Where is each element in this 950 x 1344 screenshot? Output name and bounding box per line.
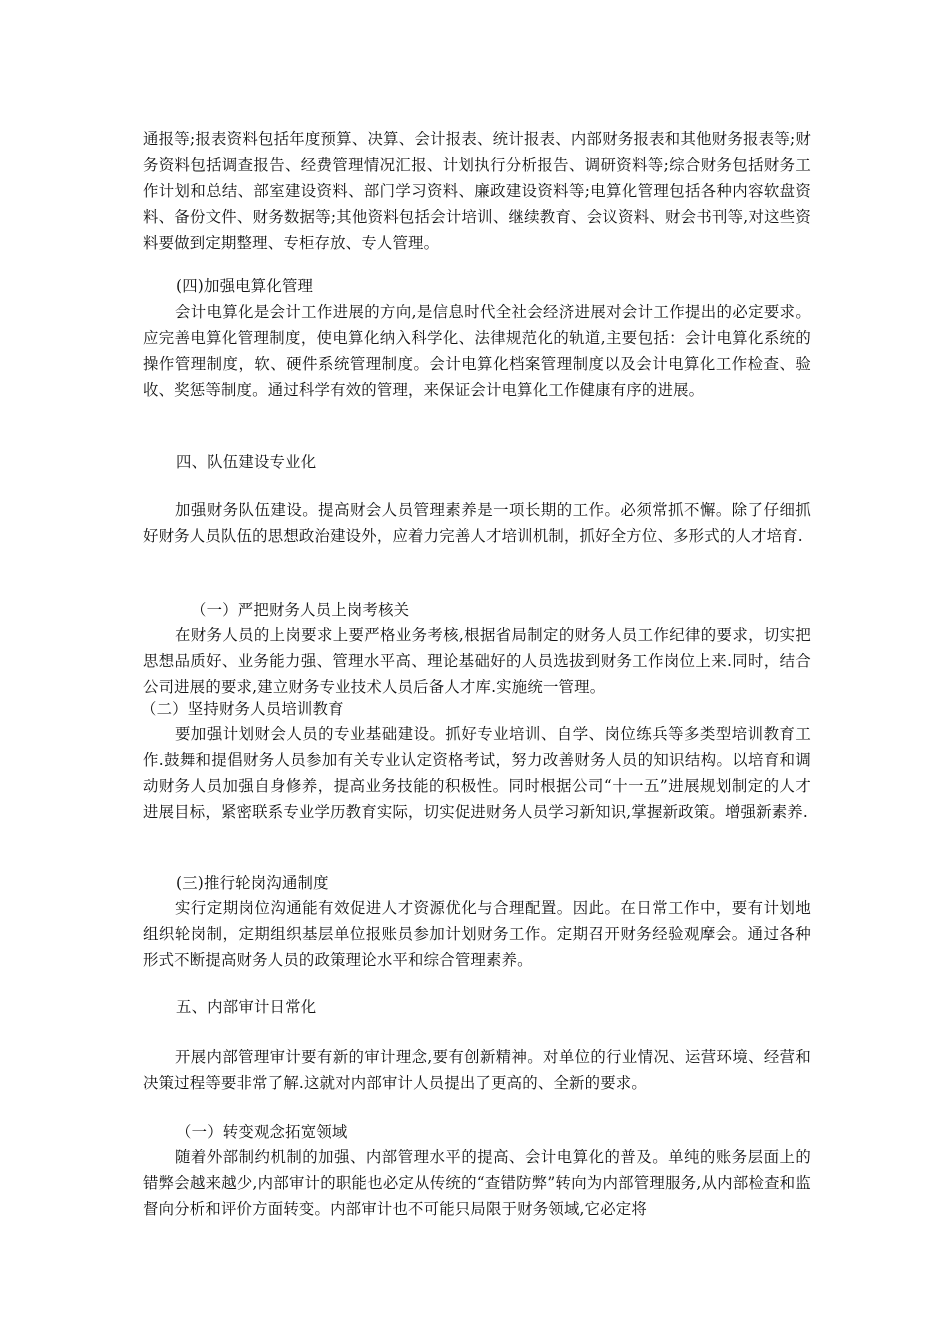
subheading-job-rotation: (三)推行轮岗沟通制度 xyxy=(176,874,329,892)
subheading-onboarding-assessment: （一）严把财务人员上岗考核关 xyxy=(191,601,410,619)
paragraph-training-education: 要加强计划财会人员的专业基础建设。抓好专业培训、自学、岗位练兵等多类型培训教育工作.鼓舞和提倡财务人员参加有关专业认定资格考试，努力改善财务人员的知识结构。以培育和调动财务人员加强自身修养，提高业务技能的积极性。同时根据公司“十一五”进展规划制定的人才进展目标，紧密联系专业学历教育实际，切实促进财务人员学习新知识,掌握新政策。增强新素养. xyxy=(143,725,811,821)
paragraph-onboarding-assessment: 在财务人员的上岗要求上要严格业务考核,根据省局制定的财务人员工作纪律的要求，切实把思想品质好、业务能力强、管理水平高、理论基础好的人员选拔到财务工作岗位上来.同时，结合公司进展的要求,建立财务专业技术人员后备人才库.实施统一管理。 xyxy=(143,626,811,696)
paragraph-archive-materials: 通报等;报表资料包括年度预算、决算、会计报表、统计报表、内部财务报表和其他财务报表等;财务资料包括调查报告、经费管理情况汇报、计划执行分析报告、调研资料等;综合财务包括财务工作计划和总结、部室建设资料、部门学习资料、廉政建设资料等;电算化管理包括各种内容软盘资料、备份文件、财务数据等;其他资料包括会计培训、继续教育、会议资料、财会书刊等,对这些资料要做到定期整理、专柜存放、专人管理。 xyxy=(143,130,811,252)
subheading-computerized-accounting: (四)加强电算化管理 xyxy=(176,277,314,295)
paragraph-internal-audit: 开展内部管理审计要有新的审计理念,要有创新精神。对单位的行业情况、运营环境、经营和决策过程等要非常了解.这就对内部审计人员提出了更高的、全新的要求。 xyxy=(143,1048,811,1092)
paragraph-team-building: 加强财务队伍建设。提高财会人员管理素养是一项长期的工作。必须常抓不懈。除了仔细抓好财务人员队伍的思想政治建设外，应着力完善人才培训机制，抓好全方位、多形式的人才培育. xyxy=(143,501,811,545)
paragraph-change-concepts: 随着外部制约机制的加强、内部管理水平的提高、会计电算化的普及。单纯的账务层面上的错弊会越来越少,内部审计的职能也必定从传统的“查错防弊”转向为内部管理服务,从内部检查和监督向分析和评价方面转变。内部审计也不可能只局限于财务领域,它必定将 xyxy=(143,1148,811,1218)
section-heading-team-building: 四、队伍建设专业化 xyxy=(176,453,317,471)
paragraph-job-rotation: 实行定期岗位沟通能有效促进人才资源优化与合理配置。因此。在日常工作中，要有计划地组织轮岗制，定期组织基层单位报账员参加计划财务工作。定期召开财务经验观摩会。通过各种形式不断提高财务人员的政策理论水平和综合管理素养。 xyxy=(143,899,811,969)
subheading-training-education: （二）坚持财务人员培训教育 xyxy=(141,700,344,718)
subheading-change-concepts: （一）转变观念拓宽领域 xyxy=(176,1123,348,1141)
section-heading-internal-audit: 五、内部审计日常化 xyxy=(176,998,317,1016)
paragraph-computerized-accounting: 会计电算化是会计工作进展的方向,是信息时代全社会经济进展对会计工作提出的必定要求。应完善电算化管理制度，使电算化纳入科学化、法律规范化的轨道,主要包括：会计电算化系统的操作管理制度，软、硬件系统管理制度。会计电算化档案管理制度以及会计电算化工作检查、验收、奖惩等制度。通过科学有效的管理，来保证会计电算化工作健康有序的进展。 xyxy=(143,303,811,399)
